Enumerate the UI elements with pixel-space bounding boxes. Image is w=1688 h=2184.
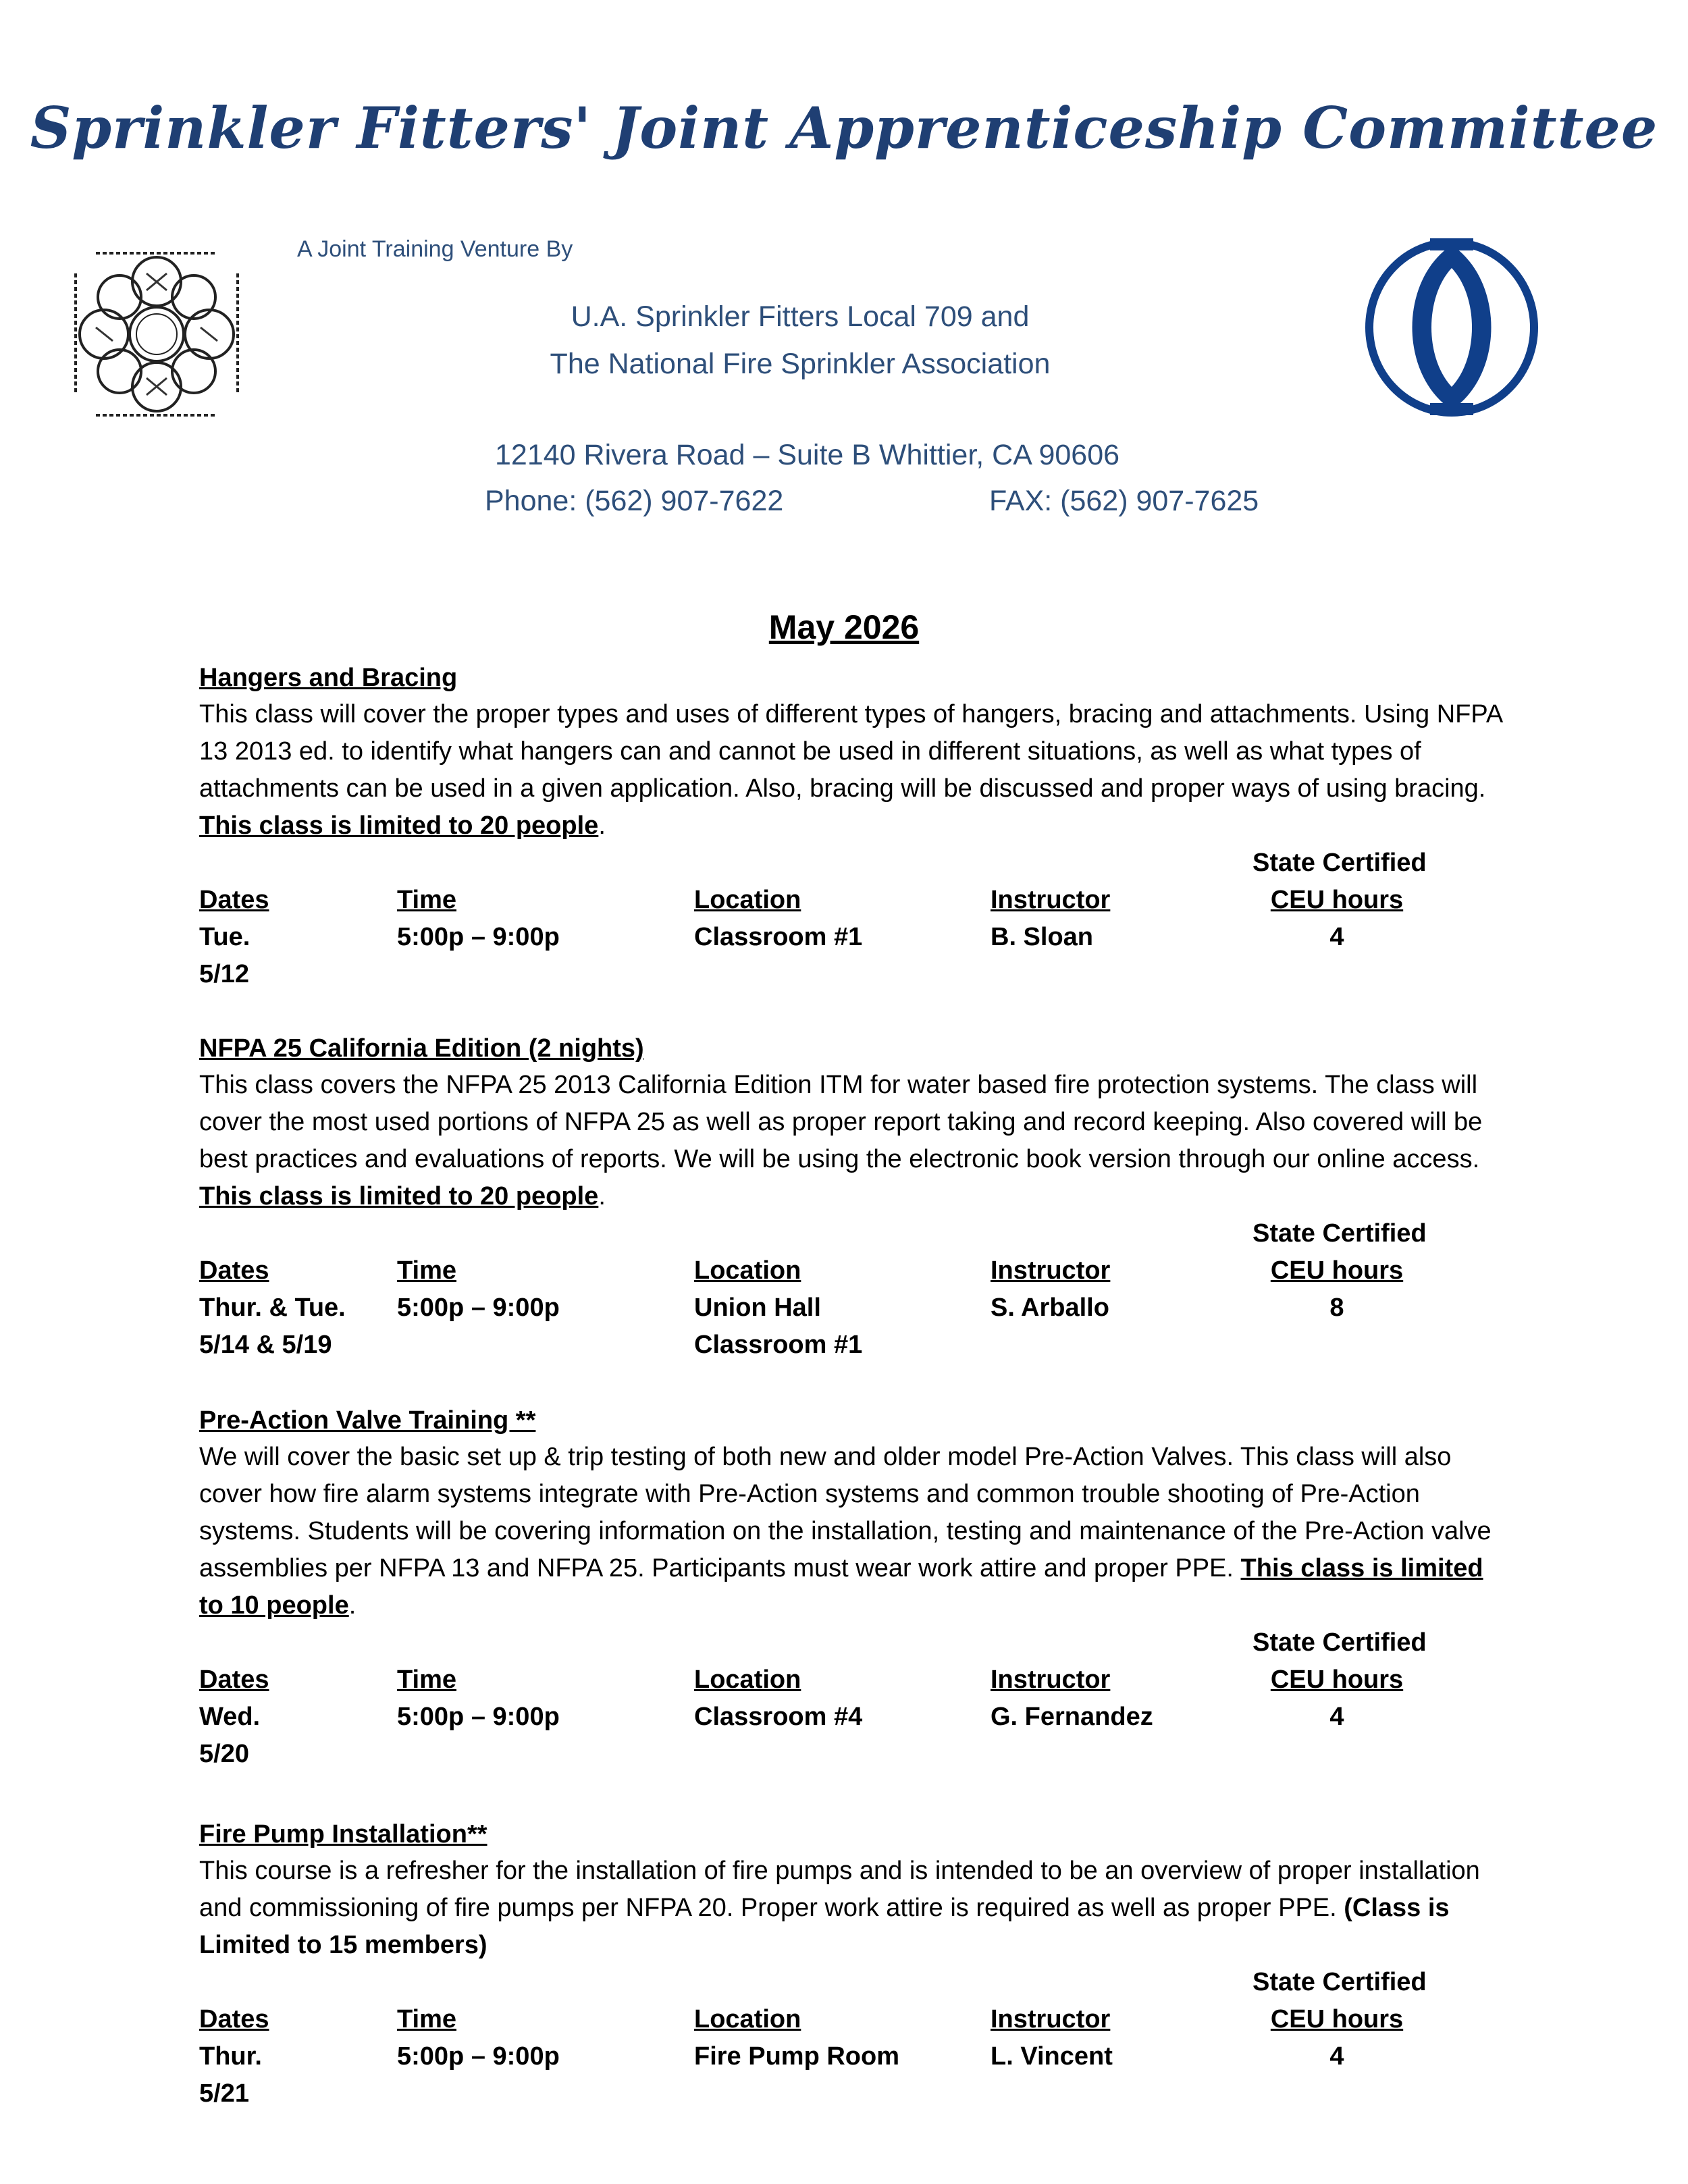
class-instructor: B. Sloan — [991, 923, 1094, 951]
nfsa-logo — [1357, 233, 1546, 429]
class-schedule — [199, 1964, 1502, 2112]
fax-number: FAX: (562) 907-7625 — [989, 485, 1259, 517]
association-line: The National Fire Sprinkler Association — [550, 348, 1051, 380]
class-ceu-hours: 8 — [1329, 1294, 1344, 1322]
class-schedule — [199, 1215, 1502, 1364]
ceu-header-line1: State Certified — [1252, 1968, 1427, 1996]
time-header: Time — [397, 1666, 457, 1694]
class-section — [199, 1030, 1502, 1364]
instructor-header: Instructor — [991, 1256, 1111, 1285]
class-capacity-limit: This class is limited to 20 people — [199, 811, 599, 840]
class-date: 5/20 — [199, 1740, 249, 1768]
class-section — [199, 660, 1502, 993]
class-location: Fire Pump Room — [694, 2042, 900, 2071]
class-capacity-limit: This class is limited to 20 people — [199, 1182, 599, 1210]
class-title: Pre-Action Valve Training ** — [199, 1406, 536, 1435]
class-date: 5/21 — [199, 2079, 249, 2108]
class-schedule — [199, 845, 1502, 993]
time-header: Time — [397, 2005, 457, 2033]
class-title: Hangers and Bracing — [199, 664, 458, 692]
phone-number: Phone: (562) 907-7622 — [485, 485, 784, 517]
class-day: Wed. — [199, 1703, 261, 1731]
dates-header: Dates — [199, 1256, 269, 1285]
ceu-header-line2: CEU hours — [1270, 1666, 1404, 1694]
class-instructor: G. Fernandez — [991, 1703, 1153, 1731]
time-header: Time — [397, 1256, 457, 1285]
class-instructor: S. Arballo — [991, 1294, 1109, 1322]
class-day: Thur. & Tue. — [199, 1294, 346, 1322]
class-description: This class covers the NFPA 25 2013 California Edition ITM for water based fire protection systems. The class will cover the most used portions of NFPA 25 as well as proper report taking and record keeping. Also covered will be best practices and evaluations of reports. We will be using the electronic book version through our online access. This class is limited to 20 people. — [199, 1071, 1483, 1210]
ceu-header-line2: CEU hours — [1270, 1256, 1404, 1285]
class-location-room: Classroom #1 — [694, 1331, 863, 1359]
ceu-header-line2: CEU hours — [1270, 2005, 1404, 2033]
dates-header: Dates — [199, 886, 269, 914]
location-header: Location — [694, 2005, 801, 2033]
class-location: Classroom #1 — [694, 923, 863, 951]
class-capacity-limit: This class is limited to 10 people — [199, 1554, 1483, 1620]
class-ceu-hours: 4 — [1329, 923, 1344, 951]
class-instructor: L. Vincent — [991, 2042, 1113, 2071]
class-time: 5:00p – 9:00p — [397, 923, 560, 951]
committee-title: Sprinkler Fitters' Joint Apprenticeship Committee — [30, 95, 1658, 161]
class-day: Thur. — [199, 2042, 262, 2071]
location-header: Location — [694, 886, 801, 914]
class-capacity-limit: (Class is Limited to 15 members) — [199, 1894, 1450, 1959]
class-description: This class will cover the proper types and uses of different types of hangers, bracing and attachments. Using NFPA 13 2013 ed. to identify what hangers can and cannot be used in different situations, as well as what types of attachments can be used in a given application. Also, bracing will be discussed and proper ways of using bracing. This class is limited to 20 people. — [199, 700, 1502, 840]
schedule-month: May 2026 — [768, 608, 920, 646]
class-section — [199, 1402, 1502, 1773]
class-ceu-hours: 4 — [1329, 1703, 1344, 1731]
local-709-seal-logo — [55, 233, 258, 435]
instructor-header: Instructor — [991, 1666, 1111, 1694]
location-header: Location — [694, 1256, 801, 1285]
instructor-header: Instructor — [991, 2005, 1111, 2033]
ceu-header-line1: State Certified — [1252, 849, 1427, 877]
class-description: We will cover the basic set up & trip testing of both new and older model Pre-Action Valves. This class will also cover how fire alarm systems integrate with Pre-Action systems and common trouble shooting of Pre-Action systems. Students will be covering information on the installation, testing and maintenance of the Pre-Action valve assemblies per NFPA 13 and NFPA 25. Participants must wear work attire and proper PPE. This class is limited to 10 people. — [199, 1443, 1492, 1620]
class-location: Union Hall — [694, 1294, 821, 1322]
dates-header: Dates — [199, 2005, 269, 2033]
ceu-header-line2: CEU hours — [1270, 886, 1404, 914]
class-location: Classroom #4 — [694, 1703, 863, 1731]
class-day: Tue. — [199, 923, 250, 951]
class-date: 5/14 & 5/19 — [199, 1331, 332, 1359]
ceu-header-line1: State Certified — [1252, 1628, 1427, 1657]
instructor-header: Instructor — [991, 886, 1111, 914]
venture-label: A Joint Training Venture By — [297, 236, 573, 262]
class-description: This course is a refresher for the installation of fire pumps and is intended to be an overview of proper installation and commissioning of fire pumps per NFPA 20. Proper work attire is required as well as proper PPE. (Class is Limited to 15 members) — [199, 1857, 1480, 1959]
class-date: 5/12 — [199, 960, 249, 988]
address-line: 12140 Rivera Road – Suite B Whittier, CA 90606 — [495, 439, 1120, 471]
class-time: 5:00p – 9:00p — [397, 2042, 560, 2071]
union-line: U.A. Sprinkler Fitters Local 709 and — [571, 300, 1030, 333]
class-schedule — [199, 1624, 1502, 1773]
dates-header: Dates — [199, 1666, 269, 1694]
class-ceu-hours: 4 — [1329, 2042, 1344, 2071]
location-header: Location — [694, 1666, 801, 1694]
time-header: Time — [397, 886, 457, 914]
class-title: NFPA 25 California Edition (2 nights) — [199, 1034, 644, 1063]
ceu-header-line1: State Certified — [1252, 1219, 1427, 1248]
class-time: 5:00p – 9:00p — [397, 1703, 560, 1731]
class-title: Fire Pump Installation** — [199, 1820, 487, 1848]
class-time: 5:00p – 9:00p — [397, 1294, 560, 1322]
class-section — [199, 1816, 1502, 2112]
